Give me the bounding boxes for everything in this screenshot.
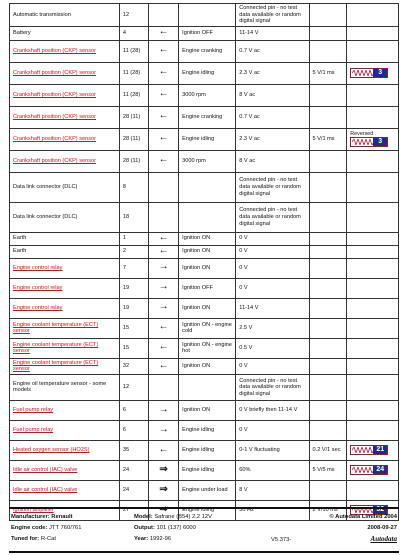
- model-label: Model:: [134, 514, 153, 520]
- component-cell: [10, 172, 120, 202]
- component-label: Data link connector (DLC): [13, 213, 78, 220]
- value-cell: 8 V ac: [236, 150, 309, 172]
- condition-cell: [179, 172, 236, 202]
- component-cell: [10, 278, 120, 298]
- value-cell: 8 V ac: [236, 84, 309, 106]
- table-row: [10, 338, 399, 358]
- component-cell: [10, 4, 120, 27]
- value-cell: 60%: [236, 460, 309, 480]
- autodata-logo: Autodata: [370, 535, 397, 543]
- waveform-cell: [347, 374, 399, 400]
- condition-cell: [179, 202, 236, 232]
- value-cell: 0 V: [236, 358, 309, 374]
- signal-direction-cell: [149, 400, 179, 420]
- signal-direction-cell: [149, 128, 179, 150]
- table-row: [10, 128, 399, 150]
- copyright: © Autodata Limited 2004: [329, 514, 397, 520]
- pin-cell: 15: [119, 338, 148, 358]
- value-cell: 8 V: [236, 480, 309, 500]
- waveform-cell: [347, 202, 399, 232]
- table-row: [10, 374, 399, 400]
- scope-setting-cell: 0.2 V/1 sec: [309, 440, 347, 460]
- condition-cell: Ignition ON: [179, 245, 236, 258]
- waveform-number: 32: [373, 506, 387, 514]
- signal-direction-cell: [149, 84, 179, 106]
- component-cell: [10, 232, 120, 245]
- waveform-cell: [347, 62, 399, 84]
- waveform-cell: [347, 298, 399, 318]
- component-cell: [10, 358, 120, 374]
- pin-cell: 35: [119, 440, 148, 460]
- component-link[interactable]: Fuel pump relay: [13, 427, 54, 434]
- component-label: Battery: [13, 29, 31, 36]
- component-label: Data link connector (DLC): [13, 183, 78, 190]
- signal-direction-cell: [149, 62, 179, 84]
- condition-cell: Engine under load: [179, 480, 236, 500]
- waveform-link[interactable]: [350, 465, 388, 475]
- pin-cell: 7: [119, 258, 148, 278]
- component-cell: [10, 62, 120, 84]
- component-cell: [10, 258, 120, 278]
- component-link[interactable]: Engine control relay: [13, 304, 63, 311]
- condition-cell: Ignition ON - engine cold: [179, 318, 236, 338]
- waveform-number: 3: [373, 138, 387, 146]
- waveform-cell: [347, 150, 399, 172]
- waveform-cell: [347, 245, 399, 258]
- signal-direction-cell: [149, 318, 179, 338]
- value-cell: 0 V: [236, 232, 309, 245]
- component-cell: [10, 374, 120, 400]
- scope-setting-cell: [309, 358, 347, 374]
- pin-cell: 11 (28): [119, 62, 148, 84]
- table-row: [10, 40, 399, 62]
- table-row: [10, 172, 399, 202]
- signal-direction-cell: [149, 232, 179, 245]
- waveform-cell: [347, 258, 399, 278]
- table-row: [10, 460, 399, 480]
- component-label: Engine oil temperature sensor - some models: [13, 380, 107, 394]
- arrow-left-icon: ←: [158, 359, 169, 371]
- engine-code-label: Engine code:: [11, 525, 48, 531]
- component-cell: [10, 128, 120, 150]
- value-cell: 0.7 V ac: [236, 106, 309, 128]
- arrow-right-icon: →: [158, 403, 169, 415]
- waveform-icon: [352, 139, 374, 145]
- value-cell: Connected pin - no test data available or random digital signal: [236, 4, 309, 27]
- pin-cell: 24: [119, 480, 148, 500]
- component-cell: [10, 40, 120, 62]
- condition-cell: Ignition ON: [179, 258, 236, 278]
- component-cell: [10, 400, 120, 420]
- component-cell: [10, 480, 120, 500]
- table-row: [10, 62, 399, 84]
- waveform-cell: [347, 172, 399, 202]
- component-cell: [10, 245, 120, 258]
- arrow-left-icon: ←: [158, 443, 169, 455]
- scope-setting-cell: [309, 106, 347, 128]
- arrow-left-icon: ←: [158, 245, 169, 256]
- signal-direction-cell: [149, 420, 179, 440]
- output-line: [134, 525, 196, 532]
- model-value: Safrane (B54) 2,2 12V: [154, 514, 212, 520]
- scope-setting-cell: [309, 338, 347, 358]
- footer: [9, 507, 399, 553]
- table-row: [10, 202, 399, 232]
- scope-setting-cell: [309, 172, 347, 202]
- component-link[interactable]: Crankshaft position (CKP) sensor: [13, 69, 97, 76]
- scope-setting-cell: 5 V/5 ms: [309, 460, 347, 480]
- value-cell: 30 Hz: [236, 500, 309, 520]
- component-label: Earth: [13, 235, 27, 242]
- tuned-value: R-Cat: [40, 536, 56, 542]
- model-line: [134, 514, 212, 521]
- waveform-link[interactable]: [350, 137, 388, 147]
- waveform-cell: [347, 460, 399, 480]
- pin-cell: 32: [119, 358, 148, 374]
- pin-cell: 24: [119, 460, 148, 480]
- scope-setting-cell: [309, 374, 347, 400]
- scope-setting-cell: [309, 245, 347, 258]
- component-cell: [10, 26, 120, 40]
- table-row: [10, 84, 399, 106]
- value-cell: 0 V briefly then 11-14 V: [236, 400, 309, 420]
- arrow-left-icon: ←: [158, 44, 169, 56]
- pin-data-table: [9, 3, 399, 521]
- scope-setting-cell: 5 V/1 ms: [309, 62, 347, 84]
- manufacturer-value: Renault: [51, 514, 73, 520]
- waveform-cell: [347, 232, 399, 245]
- pinout-sheet: [9, 3, 399, 521]
- scope-setting-cell: [309, 84, 347, 106]
- component-link[interactable]: Idle air control (IAC) valve: [13, 467, 78, 474]
- pin-cell: 18: [119, 202, 148, 232]
- double-arrow-right-icon: ⇒: [159, 463, 168, 475]
- condition-cell: Engine cranking: [179, 106, 236, 128]
- year-label: Year:: [134, 536, 149, 542]
- tuned-label: Tuned for:: [11, 536, 40, 542]
- signal-direction-cell: [149, 40, 179, 62]
- value-cell: 0.7 V ac: [236, 40, 309, 62]
- output-label: Output:: [134, 525, 155, 531]
- component-link[interactable]: Fuel pump relay: [13, 407, 54, 414]
- scope-setting-cell: [309, 258, 347, 278]
- condition-cell: Ignition OFF: [179, 278, 236, 298]
- value-cell: 0 V: [236, 258, 309, 278]
- pin-cell: 6: [119, 420, 148, 440]
- signal-direction-cell: [149, 460, 179, 480]
- pin-cell: 2: [119, 245, 148, 258]
- component-link[interactable]: Engine coolant temperature (ECT) sensor: [13, 359, 99, 373]
- scope-setting-cell: [309, 420, 347, 440]
- pin-cell: 19: [119, 278, 148, 298]
- signal-direction-cell: [149, 106, 179, 128]
- component-label: Automatic transmission: [13, 11, 71, 18]
- waveform-number: 3: [373, 69, 387, 77]
- condition-cell: Engine idling: [179, 460, 236, 480]
- pin-cell: 27: [119, 500, 148, 520]
- component-link[interactable]: Heated oxygen sensor (HO2S): [13, 447, 90, 454]
- component-link[interactable]: Crankshaft position (CKP) sensor: [13, 135, 97, 142]
- signal-direction-cell: [149, 480, 179, 500]
- arrow-left-icon: ←: [158, 321, 169, 333]
- value-cell: 0.5 V: [236, 338, 309, 358]
- component-link[interactable]: Ignition amplifier: [13, 507, 54, 514]
- component-cell: [10, 460, 120, 480]
- value-cell: 0 V: [236, 420, 309, 440]
- signal-direction-cell: [149, 298, 179, 318]
- component-cell: [10, 298, 120, 318]
- condition-cell: 3000 rpm: [179, 84, 236, 106]
- arrow-left-icon: ←: [158, 132, 169, 144]
- table-row: [10, 400, 399, 420]
- condition-cell: [179, 4, 236, 27]
- value-cell: 0 V: [236, 245, 309, 258]
- component-link[interactable]: Crankshaft position (CKP) sensor: [13, 91, 97, 98]
- engine-code-line: [11, 525, 81, 532]
- signal-direction-cell: [149, 150, 179, 172]
- table-row: [10, 480, 399, 500]
- value-cell: 11-14 V: [236, 298, 309, 318]
- scope-setting-cell: [309, 318, 347, 338]
- condition-cell: Ignition OFF: [179, 26, 236, 40]
- waveform-icon: [352, 447, 374, 453]
- table-row: [10, 232, 399, 245]
- condition-cell: Engine idling: [179, 420, 236, 440]
- condition-cell: 3000 rpm: [179, 150, 236, 172]
- signal-direction-cell: [149, 440, 179, 460]
- signal-direction-cell: [149, 202, 179, 232]
- scope-setting-cell: 2 V/10 ms: [309, 500, 347, 520]
- waveform-cell: [347, 106, 399, 128]
- signal-direction-cell: [149, 374, 179, 400]
- component-link[interactable]: Idle air control (IAC) valve: [13, 487, 78, 494]
- pin-cell: 28 (11): [119, 150, 148, 172]
- value-cell: 2.3 V ac: [236, 128, 309, 150]
- scope-setting-cell: [309, 202, 347, 232]
- condition-cell: Ignition ON: [179, 232, 236, 245]
- waveform-cell: [347, 440, 399, 460]
- waveform-note: Reversed: [350, 131, 374, 138]
- value-cell: 0 V: [236, 278, 309, 298]
- arrow-right-icon: →: [158, 261, 169, 273]
- component-link[interactable]: Crankshaft position (CKP) sensor: [13, 157, 97, 164]
- arrow-left-icon: ←: [158, 110, 169, 122]
- signal-direction-cell: [149, 278, 179, 298]
- signal-direction-cell: [149, 338, 179, 358]
- double-arrow-right-icon: ⇒: [159, 483, 168, 495]
- table-row: [10, 440, 399, 460]
- signal-direction-cell: [149, 245, 179, 258]
- value-cell: 2.3 V ac: [236, 62, 309, 84]
- table-row: [10, 4, 399, 27]
- waveform-number: 21: [373, 446, 387, 454]
- component-link[interactable]: Engine control relay: [13, 264, 63, 271]
- condition-cell: [179, 374, 236, 400]
- condition-cell: Engine idling: [179, 128, 236, 150]
- pin-cell: 28 (11): [119, 106, 148, 128]
- output-value: 101 (137) 6000: [156, 525, 196, 531]
- waveform-icon: [352, 467, 374, 473]
- pin-cell: 15: [119, 318, 148, 338]
- component-link[interactable]: Crankshaft position (CKP) sensor: [13, 113, 97, 120]
- engine-code-value: JTT 760/761: [49, 525, 82, 531]
- value-cell: Connected pin - no test data available or random digital signal: [236, 374, 309, 400]
- waveform-link[interactable]: [350, 445, 388, 455]
- condition-cell: Ignition ON - engine hot: [179, 338, 236, 358]
- table-row: [10, 26, 399, 40]
- waveform-cell: [347, 278, 399, 298]
- pin-cell: 28 (11): [119, 128, 148, 150]
- waveform-cell: [347, 4, 399, 27]
- double-arrow-right-icon: ⇒: [159, 503, 168, 515]
- component-link[interactable]: Engine coolant temperature (ECT) sensor: [13, 321, 99, 335]
- signal-direction-cell: [149, 172, 179, 202]
- scope-setting-cell: [309, 40, 347, 62]
- value-cell: 11-14 V: [236, 26, 309, 40]
- version: V5.373-: [271, 537, 292, 543]
- value-cell: Connected pin - no test data available or random digital signal: [236, 202, 309, 232]
- condition-cell: Engine idling: [179, 62, 236, 84]
- arrow-left-icon: ←: [158, 154, 169, 166]
- pin-cell: 11 (28): [119, 84, 148, 106]
- pin-cell: 8: [119, 172, 148, 202]
- arrow-left-icon: ←: [158, 26, 169, 38]
- scope-setting-cell: [309, 480, 347, 500]
- arrow-right-icon: →: [158, 281, 169, 293]
- year-line: [134, 536, 171, 543]
- waveform-cell: [347, 128, 399, 150]
- component-label: Earth: [13, 248, 27, 255]
- signal-direction-cell: [149, 358, 179, 374]
- table-row: [10, 318, 399, 338]
- component-cell: [10, 338, 120, 358]
- waveform-cell: [347, 420, 399, 440]
- table-row: [10, 358, 399, 374]
- signal-direction-cell: [149, 26, 179, 40]
- scope-setting-cell: [309, 400, 347, 420]
- waveform-number: 24: [373, 466, 387, 474]
- pin-cell: 12: [119, 4, 148, 27]
- waveform-cell: [347, 318, 399, 338]
- component-cell: [10, 84, 120, 106]
- waveform-cell: [347, 26, 399, 40]
- waveform-cell: [347, 480, 399, 500]
- condition-cell: Ignition ON: [179, 298, 236, 318]
- arrow-right-icon: →: [158, 423, 169, 435]
- waveform-cell: [347, 358, 399, 374]
- pin-cell: 4: [119, 26, 148, 40]
- arrow-left-icon: ←: [158, 88, 169, 100]
- arrow-left-icon: ←: [158, 232, 169, 243]
- scope-setting-cell: [309, 26, 347, 40]
- signal-direction-cell: [149, 4, 179, 27]
- table-row: [10, 150, 399, 172]
- value-cell: Connected pin - no test data available or random digital signal: [236, 172, 309, 202]
- table-row: [10, 420, 399, 440]
- pin-cell: 19: [119, 298, 148, 318]
- pin-cell: 6: [119, 400, 148, 420]
- condition-cell: Engine idling: [179, 500, 236, 520]
- signal-direction-cell: [149, 258, 179, 278]
- component-cell: [10, 150, 120, 172]
- condition-cell: Engine cranking: [179, 40, 236, 62]
- component-cell: [10, 106, 120, 128]
- condition-cell: Ignition ON: [179, 358, 236, 374]
- waveform-cell: [347, 40, 399, 62]
- table-row: [10, 106, 399, 128]
- table-row: [10, 258, 399, 278]
- scope-setting-cell: [309, 278, 347, 298]
- manufacturer-line: [11, 514, 73, 521]
- year-value: 1992-96: [149, 536, 172, 542]
- table-row: [10, 298, 399, 318]
- waveform-icon: [352, 70, 374, 76]
- component-cell: [10, 440, 120, 460]
- scope-setting-cell: [309, 4, 347, 27]
- component-cell: [10, 318, 120, 338]
- condition-cell: Engine idling: [179, 440, 236, 460]
- print-date: 2008-09-27: [367, 525, 397, 531]
- component-cell: [10, 420, 120, 440]
- value-cell: 2.5 V: [236, 318, 309, 338]
- arrow-left-icon: ←: [158, 341, 169, 353]
- tuned-line: [11, 536, 56, 543]
- pin-cell: 12: [119, 374, 148, 400]
- arrow-right-icon: →: [158, 301, 169, 313]
- pin-cell: 1: [119, 232, 148, 245]
- arrow-left-icon: ←: [158, 66, 169, 78]
- scope-setting-cell: 5 V/1 ms: [309, 128, 347, 150]
- table-row: [10, 278, 399, 298]
- table-row: [10, 245, 399, 258]
- scope-setting-cell: [309, 150, 347, 172]
- manufacturer-label: Manufacturer:: [11, 514, 50, 520]
- condition-cell: Ignition ON: [179, 400, 236, 420]
- component-cell: [10, 202, 120, 232]
- waveform-link[interactable]: [350, 68, 388, 78]
- component-link[interactable]: Engine control relay: [13, 284, 63, 291]
- component-link[interactable]: Engine coolant temperature (ECT) sensor: [13, 341, 99, 355]
- scope-setting-cell: [309, 298, 347, 318]
- waveform-cell: [347, 400, 399, 420]
- waveform-cell: [347, 84, 399, 106]
- waveform-cell: [347, 338, 399, 358]
- value-cell: 0-1 V fluctuating: [236, 440, 309, 460]
- pin-cell: 11 (28): [119, 40, 148, 62]
- scope-setting-cell: [309, 232, 347, 245]
- component-link[interactable]: Crankshaft position (CKP) sensor: [13, 47, 97, 54]
